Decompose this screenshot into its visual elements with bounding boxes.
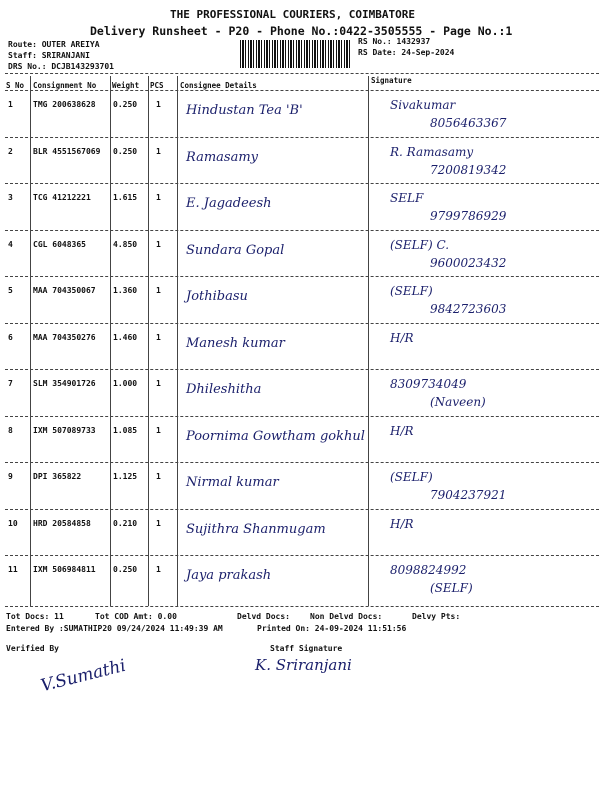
row-weight: 1.085 — [113, 425, 138, 435]
row-consignee: Nirmal kumar — [186, 475, 279, 490]
staff-label: Staff: SRIRANJANI — [8, 51, 90, 60]
row-consignment: SLM 354901726 — [33, 379, 96, 388]
verifier-signature: V.Sumathi — [38, 655, 128, 697]
row-sno: 8 — [8, 425, 13, 435]
row-pcs: 1 — [156, 379, 161, 388]
row-divider — [5, 369, 599, 370]
col-sno: S No — [6, 81, 25, 90]
row-divider — [5, 183, 599, 184]
row-consignee: Jaya prakash — [186, 568, 272, 583]
row-sno: 4 — [8, 239, 13, 249]
staff-signature-label: Staff Signature — [270, 644, 343, 653]
row-consignee: Ramasamy — [186, 149, 259, 165]
row-sno: 7 — [8, 379, 13, 388]
row-weight: 1.615 — [113, 193, 138, 202]
row-consignment: TMG 200638628 — [33, 100, 96, 109]
row-weight: 4.850 — [113, 239, 138, 249]
row-signature: SELF — [390, 191, 424, 205]
row-sno: 11 — [8, 565, 18, 574]
row-signature: H/R — [390, 516, 414, 531]
row-divider — [5, 462, 599, 463]
row-weight: 1.000 — [113, 379, 138, 388]
row-pcs: 1 — [156, 472, 161, 481]
row-signature-phone: 7904237921 — [430, 488, 507, 502]
company-title: THE PROFESSIONAL COURIERS, COIMBATORE — [170, 8, 416, 21]
row-consignee: Dhileshitha — [186, 382, 262, 397]
row-signature-phone: 7200819342 — [430, 162, 507, 177]
runsheet-subtitle: Delivery Runsheet - P20 - Phone No.:0422-3505555 - Page No.:1 — [90, 24, 513, 38]
row-sno: 3 — [8, 193, 13, 202]
row-consignee: Manesh kumar — [186, 335, 285, 351]
row-divider — [5, 555, 599, 556]
printed-on: Printed On: 24-09-2024 11:51:56 — [257, 624, 407, 633]
row-signature: (SELF) C. — [390, 237, 450, 252]
row-consignment: IXM 506984811 — [33, 565, 96, 574]
route-label: Route: OUTER AREIYA — [8, 40, 100, 49]
verified-by-label: Verified By — [6, 644, 59, 653]
row-weight: 0.250 — [113, 565, 138, 574]
non-delvd-docs: Non Delvd Docs: — [310, 612, 383, 621]
col-signature: Signature — [371, 76, 412, 85]
row-sno: 9 — [8, 472, 13, 481]
row-weight: 1.360 — [113, 286, 138, 295]
row-sno: 1 — [8, 100, 13, 109]
row-divider — [5, 509, 599, 510]
row-signature-phone: 9842723603 — [430, 302, 507, 316]
row-pcs: 1 — [156, 100, 161, 109]
delvy-pts: Delvy Pts: — [412, 612, 461, 621]
row-weight: 0.210 — [113, 518, 138, 528]
row-signature-phone: 9600023432 — [430, 255, 507, 270]
row-consignee: Sujithra Shanmugam — [186, 521, 326, 537]
row-signature: Sivakumar — [390, 98, 456, 112]
rs-number: RS No.: 1432937 — [358, 37, 431, 46]
row-divider — [5, 230, 599, 231]
row-consignment: HRD 20584858 — [33, 518, 91, 528]
row-pcs: 1 — [156, 193, 161, 202]
col-consignee: Consignee Details — [180, 81, 257, 90]
row-weight: 1.125 — [113, 472, 138, 481]
rs-date: RS Date: 24-Sep-2024 — [358, 48, 455, 57]
row-consignee: Sundara Gopal — [186, 242, 285, 258]
row-divider — [5, 416, 599, 417]
row-consignee: Jothibasu — [186, 289, 248, 304]
row-pcs: 1 — [156, 518, 161, 528]
row-signature-phone: 9799786929 — [430, 209, 507, 223]
row-signature: 8098824992 — [390, 563, 467, 577]
row-sno: 10 — [8, 518, 18, 528]
row-consignment: DPI 365822 — [33, 472, 82, 481]
row-weight: 0.250 — [113, 100, 138, 109]
row-consignment: MAA 704350276 — [33, 332, 96, 342]
row-consignment: BLR 4551567069 — [33, 146, 101, 156]
row-signature: R. Ramasamy — [390, 144, 474, 159]
entered-by: Entered By :SUMATHIP20 09/24/2024 11:49:39 AM — [6, 624, 223, 633]
row-sno: 2 — [8, 146, 13, 156]
row-sno: 5 — [8, 286, 13, 295]
row-sno: 6 — [8, 332, 13, 342]
col-pcs: PCS — [150, 81, 164, 90]
row-signature-phone: (Naveen) — [430, 395, 486, 409]
row-pcs: 1 — [156, 565, 161, 574]
row-signature: H/R — [390, 423, 414, 438]
row-signature: (SELF) — [390, 284, 433, 298]
tot-cod: Tot COD Amt: 0.00 — [95, 612, 177, 621]
row-signature: H/R — [390, 330, 414, 345]
row-signature: (SELF) — [390, 470, 433, 484]
row-pcs: 1 — [156, 239, 161, 249]
row-pcs: 1 — [156, 286, 161, 295]
col-consignment: Consignment No — [33, 81, 97, 90]
row-weight: 0.250 — [113, 146, 138, 156]
row-signature: 8309734049 — [390, 377, 467, 391]
row-weight: 1.460 — [113, 332, 138, 342]
row-consignment: TCG 41212221 — [33, 193, 91, 202]
row-signature-phone: (SELF) — [430, 581, 473, 595]
staff-signature: K. Sriranjani — [255, 656, 352, 674]
row-consignment: MAA 704350067 — [33, 286, 96, 295]
delvd-docs: Delvd Docs: — [237, 612, 290, 621]
row-divider — [5, 323, 599, 324]
row-consignment: IXM 507089733 — [33, 425, 96, 435]
row-pcs: 1 — [156, 146, 161, 156]
row-consignee: E. Jagadeesh — [186, 196, 272, 211]
row-divider — [5, 137, 599, 138]
col-weight: Weight — [112, 81, 140, 90]
row-divider — [5, 276, 599, 277]
tot-docs: Tot Docs: 11 — [6, 612, 64, 621]
row-signature-phone: 8056463367 — [430, 116, 507, 130]
drs-label: DRS No.: DCJB143293701 — [8, 62, 114, 71]
row-consignee: Hindustan Tea 'B' — [186, 103, 303, 118]
row-consignment: CGL 6048365 — [33, 239, 86, 249]
row-consignee: Poornima Gowtham gokhul — [186, 428, 365, 444]
row-pcs: 1 — [156, 332, 161, 342]
barcode — [240, 40, 350, 68]
row-pcs: 1 — [156, 425, 161, 435]
